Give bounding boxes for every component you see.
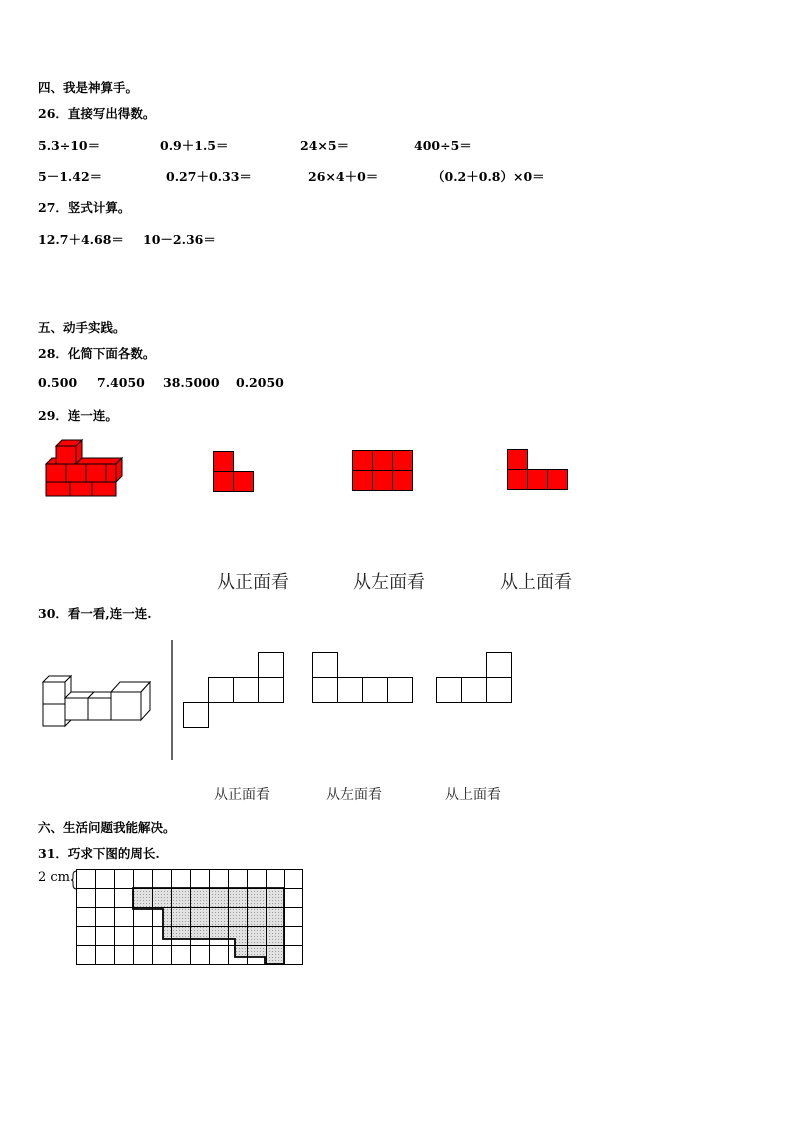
q30-caption-front: 从正面看 <box>214 787 270 803</box>
q26-item-6: 0.27＋0.33＝ <box>166 169 252 184</box>
section-6-title: 六、生活问题我能解决。 <box>38 820 176 835</box>
q29-caption-left: 从左面看 <box>353 572 425 593</box>
q30-caption-left: 从左面看 <box>326 787 382 803</box>
question-31-label: 31．巧求下图的周长. <box>38 846 160 861</box>
q31-scale-label: 2 cm <box>38 870 71 885</box>
question-28-label: 28．化简下面各数。 <box>38 346 156 361</box>
q28-item-3: 38.5000 <box>163 375 220 390</box>
q30-view-figure-2 <box>312 652 413 703</box>
q26-item-8: （0.2＋0.8）×0＝ <box>432 169 545 184</box>
q27-item-1: 12.7＋4.68＝ <box>38 232 124 247</box>
q26-item-1: 5.3÷10＝ <box>38 138 101 153</box>
q27-item-2: 10－2.36＝ <box>143 232 216 247</box>
q29-caption-front: 从正面看 <box>217 572 289 593</box>
q28-item-4: 0.2050 <box>236 375 284 390</box>
q30-view-figure-1 <box>183 652 284 729</box>
q26-item-4: 400÷5＝ <box>414 138 472 153</box>
question-27-label: 27．竖式计算。 <box>38 200 131 215</box>
q30-divider-line <box>170 640 174 760</box>
q29-view-figure-2 <box>352 450 413 491</box>
q31-grid-figure <box>76 869 303 966</box>
question-26-label: 26．直接写出得数。 <box>38 106 156 121</box>
q28-item-2: 7.4050 <box>97 375 145 390</box>
question-29-label: 29．连一连。 <box>38 408 118 423</box>
section-4-title: 四、我是神算手。 <box>38 80 139 95</box>
q29-view-figure-1 <box>213 451 255 492</box>
q26-item-7: 26×4＋0＝ <box>308 169 379 184</box>
q26-item-2: 0.9＋1.5＝ <box>160 138 229 153</box>
q29-solid-figure <box>44 438 126 498</box>
q26-item-5: 5－1.42＝ <box>38 169 103 184</box>
question-30-label: 30．看一看,连一连. <box>38 606 152 621</box>
q30-view-figure-3 <box>436 652 512 703</box>
q29-caption-top: 从上面看 <box>500 572 572 593</box>
q30-caption-top: 从上面看 <box>445 787 501 803</box>
q29-view-figure-3 <box>507 449 568 490</box>
q26-item-3: 24×5＝ <box>300 138 350 153</box>
section-5-title: 五、动手实践。 <box>38 320 126 335</box>
q30-solid-figure <box>42 674 154 730</box>
q28-item-1: 0.500 <box>38 375 78 390</box>
